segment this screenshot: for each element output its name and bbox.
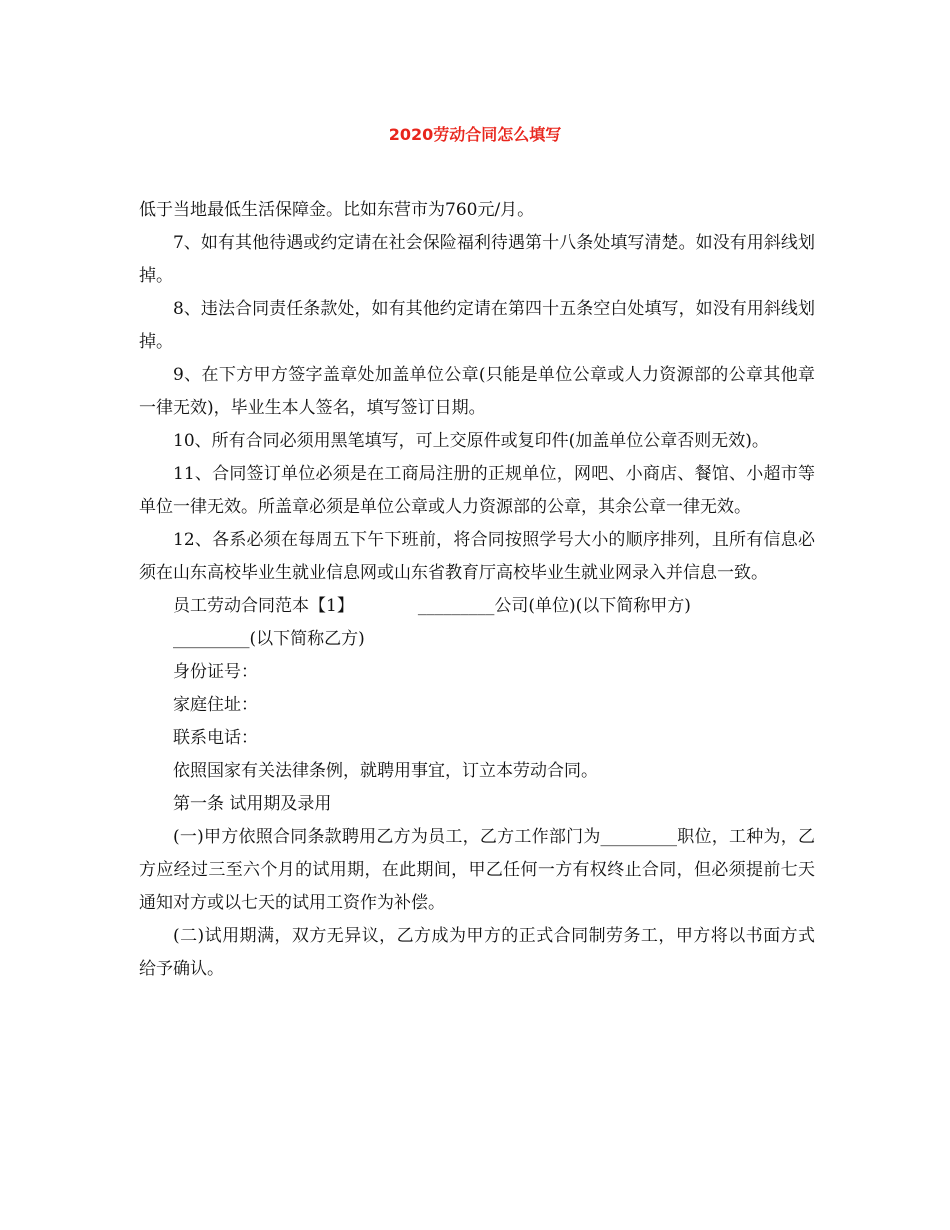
phone-label: 联系电话： (173, 728, 258, 748)
article-1-title: 第一条 试用期及录用 (173, 794, 332, 814)
paragraph-item-11: 11、合同签订单位必须是在工商局注册的正规单位，网吧、小商店、餐馆、小超市等单位一律无效。所盖章必须是单位公章或人力资源部的公章，其余公章一律无效。 (139, 464, 815, 517)
contract-preamble: 依照国家有关法律条例，就聘用事宜，订立本劳动合同。 (173, 761, 598, 781)
party-b-line: _________(以下简称乙方) (173, 629, 365, 649)
id-number-label: 身份证号： (173, 662, 258, 682)
paragraph-continuation: 低于当地最低生活保障金。比如东营市为760元/月。 (139, 200, 535, 220)
paragraph-item-12: 12、各系必须在每周五下午下班前，将合同按照学号大小的顺序排列，且所有信息必须在山东高校毕业生就业信息网或山东省教育厅高校毕业生就业网录入并信息一致。 (139, 530, 815, 583)
contract-template-header (139, 590, 815, 623)
document-title: 2020劳动合同怎么填写 (388, 125, 562, 144)
paragraph-item-7: 7、如有其他待遇或约定请在社会保险福利待遇第十八条处填写清楚。如没有用斜线划掉。 (139, 233, 815, 286)
article-1-clause-2: (二)试用期满，双方无异议，乙方成为甲方的正式合同制劳务工，甲方将以书面方式给予确认。 (139, 926, 815, 979)
home-address-label: 家庭住址： (173, 695, 258, 715)
article-1-clause-1: (一)甲方依照合同条款聘用乙方为员工，乙方工作部门为_________职位，工种为，乙方应经过三至六个月的试用期，在此期间，甲乙任何一方有权终止合同，但必须提前七天通知对方或以七天的试用工资作为补偿。 (139, 827, 815, 913)
template-heading: 员工劳动合同范本【1】 (173, 596, 354, 616)
paragraph-item-9: 9、在下方甲方签字盖章处加盖单位公章(只能是单位公章或人力资源部的公章其他章一律无效)，毕业生本人签名，填写签订日期。 (139, 365, 815, 418)
party-a-line: _________公司(单位)(以下简称甲方) (417, 596, 691, 616)
document-body (139, 194, 815, 986)
paragraph-item-8: 8、违法合同责任条款处，如有其他约定请在第四十五条空白处填写，如没有用斜线划掉。 (139, 299, 815, 352)
paragraph-item-10: 10、所有合同必须用黑笔填写，可上交原件或复印件(加盖单位公章否则无效)。 (173, 431, 769, 451)
